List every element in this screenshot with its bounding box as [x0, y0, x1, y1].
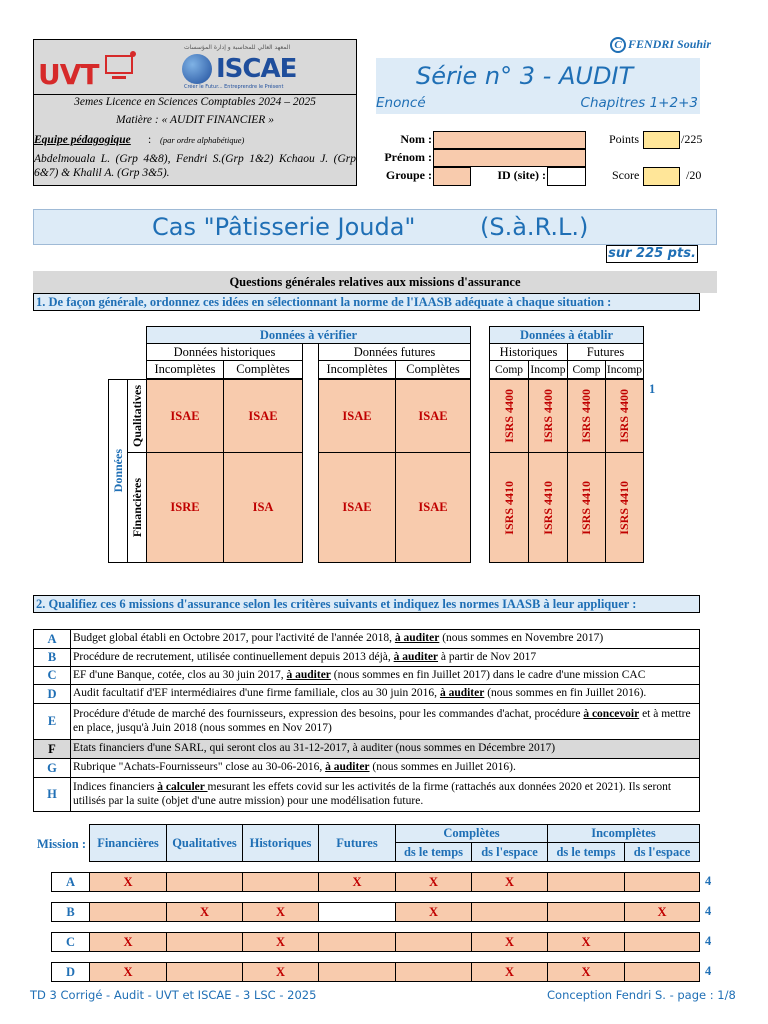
crit-qualitatives: Qualitatives	[166, 824, 243, 862]
logo-panel	[33, 39, 357, 95]
mission-letter: A	[34, 630, 71, 649]
enonce-label: Enoncé	[376, 95, 426, 111]
serie-title: Série n° 3 - AUDIT	[416, 62, 634, 90]
mission-action: à concevoir	[583, 708, 640, 721]
iscae-logo-text: ISCAE	[216, 54, 297, 84]
row-qualitatives	[127, 379, 147, 453]
header-etablir-historiques: Historiques	[489, 343, 568, 361]
criteria-mission-letter-text: D	[65, 964, 76, 979]
row-group-donnees	[108, 379, 128, 563]
mission-letter: F	[34, 740, 71, 759]
uvt-logo	[38, 50, 118, 90]
mission-text: EF d'une Banque, cotée, clos au 30 juin 2017,	[73, 668, 287, 681]
mission-text: (nous sommes en fin Juillet 2016).	[484, 687, 647, 700]
serie-panel	[376, 58, 700, 114]
mission-description	[71, 630, 700, 649]
criteria-count: 4	[705, 964, 712, 978]
answer-fin-etablir-hist-comp[interactable]	[489, 452, 529, 563]
criteria-mission-letter	[51, 872, 90, 892]
footer-right: Conception Fendri S. - page : 1/8	[547, 988, 736, 1002]
header-etablir-hist-comp: Comp	[489, 360, 529, 379]
header-donnees-futures: Données futures	[318, 343, 471, 361]
isrs-text: ISRS 4410	[579, 480, 593, 535]
isrs-text: ISRS 4400	[501, 389, 516, 443]
mission-text: Procédure de recrutement, utilisée continuellement depuis 2013 déjà,	[73, 650, 394, 663]
criteria-mark[interactable]	[624, 962, 700, 982]
header-donnees-etablir: Données à établir	[489, 326, 644, 344]
isrs-text: ISRS 4400	[579, 389, 593, 443]
id-site-field[interactable]	[547, 167, 586, 186]
score-label: Score	[612, 168, 640, 182]
mission-text: (nous sommes en Juillet 2016).	[369, 761, 516, 774]
header-donnees-verifier: Données à vérifier	[146, 326, 471, 344]
chapitres-label: Chapitres 1+2+3	[580, 95, 698, 111]
mission-description	[71, 740, 700, 759]
isrs-text: ISRS 4410	[501, 480, 516, 535]
answer-qual-etablir-fut-incomp[interactable]	[605, 379, 644, 453]
criteria-mark[interactable]	[166, 962, 243, 982]
header-etablir-fut-incomp: Incomp	[605, 360, 644, 379]
team-members: Abdelmouala L. (Grp 4&8), Fendri S.(Grp 1&2) Kchaou J. (Grp 6&7) & Khalil A. (Grp 3&5).	[34, 153, 356, 180]
mission-description	[71, 759, 700, 778]
crit-incompletes-espace: ds l'espace	[624, 842, 700, 862]
mission-letter: B	[34, 649, 71, 667]
mission-row	[34, 740, 700, 759]
answer-fin-etablir-fut-comp[interactable]	[567, 452, 606, 563]
mission-letter: D	[34, 685, 71, 704]
criteria-mark[interactable]	[318, 962, 396, 982]
licence-line: 3emes Licence en Sciences Comptables 2024 – 2025	[74, 96, 316, 108]
iscae-tagline: Créer le Futur... Entreprendre le Présent	[184, 84, 284, 90]
answer-fin-fut-incompletes[interactable]: ISAE	[318, 452, 396, 563]
isrs-text: ISRS 4400	[617, 389, 631, 443]
mission-action: à auditer	[325, 761, 370, 774]
case-title: Cas "Pâtisserie Jouda"	[152, 213, 416, 241]
mission-description	[71, 649, 700, 667]
missions-table	[33, 629, 700, 812]
mission-action: à calculer	[157, 781, 208, 794]
criteria-mission-letter-text: C	[65, 934, 76, 949]
case-legal-form: (S.à.R.L.)	[480, 213, 589, 241]
mission-letter: C	[34, 667, 71, 685]
answer-qual-etablir-fut-comp[interactable]	[567, 379, 606, 453]
mission-row	[34, 649, 700, 667]
mission-text: et à mettre en place, jusqu'à Juin 2018 (nous sommes en Nov 2017)	[73, 708, 691, 734]
criteria-mission-letter-text: B	[66, 904, 75, 919]
crit-completes: Complètes	[395, 824, 548, 843]
answer-qual-etablir-hist-comp[interactable]	[489, 379, 529, 453]
criteria-mission-letter	[51, 932, 90, 952]
answer-fin-hist-incompletes[interactable]: ISRE	[146, 452, 224, 563]
mission-description	[71, 704, 700, 740]
mission-row	[34, 685, 700, 704]
points-label: Points	[609, 132, 640, 146]
criteria-mark[interactable]: X	[395, 872, 472, 892]
isrs-text: ISRS 4410	[540, 480, 555, 535]
copyright-icon: C	[610, 37, 626, 53]
answer-qual-hist-incompletes[interactable]: ISAE	[146, 379, 224, 453]
mission-action: à auditer	[394, 632, 440, 645]
groupe-label: Groupe :	[385, 168, 432, 182]
mission-description	[71, 778, 700, 812]
criteria-mark[interactable]: X	[242, 902, 319, 922]
criteria-mark[interactable]	[624, 932, 700, 952]
crit-completes-temps: ds le temps	[395, 842, 472, 862]
mission-letter: E	[34, 704, 71, 740]
crit-incompletes-temps: ds le temps	[547, 842, 625, 862]
total-points-badge: sur 225 pts.	[606, 245, 698, 263]
crit-futures: Futures	[318, 824, 396, 862]
computer-icon	[100, 50, 140, 86]
financieres-label: Financières	[129, 477, 144, 538]
criteria-mark[interactable]: X	[166, 902, 243, 922]
criteria-mark[interactable]: X	[547, 962, 625, 982]
mission-description	[71, 667, 700, 685]
footer-left: TD 3 Corrigé - Audit - UVT et ISCAE - 3 LSC - 2025	[30, 988, 317, 1002]
isrs-text: ISRS 4410	[617, 480, 631, 535]
row-financieres	[127, 452, 147, 563]
matiere-line: Matière : « AUDIT FINANCIER »	[116, 114, 274, 126]
criteria-mark[interactable]: X	[89, 932, 167, 952]
criteria-mission-letter-text: A	[65, 874, 76, 889]
criteria-mark[interactable]	[166, 872, 243, 892]
crit-financieres: Financières	[89, 824, 167, 862]
criteria-mark[interactable]	[89, 902, 167, 922]
mission-text: mesurant les effets covid sur les activités de la firme (rattachés aux données 2020 et 2021). Ils seront utilisés par la suite (objet d'une autre mission) pour une modélisation future.	[73, 781, 672, 807]
header-hist-incompletes: Incomplètes	[146, 360, 224, 379]
answer-qual-fut-incompletes[interactable]: ISAE	[318, 379, 396, 453]
nom-label: Nom :	[400, 132, 432, 146]
criteria-mission-letter	[51, 902, 90, 922]
question-2-title: 2. Qualifiez ces 6 missions d'assurance selon les critères suivants et indiquez les normes IAASB à leur appliquer :	[33, 595, 700, 613]
criteria-mark[interactable]	[471, 902, 548, 922]
criteria-mark[interactable]	[547, 872, 625, 892]
criteria-mark[interactable]: X	[242, 962, 319, 982]
header-fut-incompletes: Incomplètes	[318, 360, 396, 379]
criteria-count: 4	[705, 904, 712, 918]
section-title: Questions générales relatives aux missions d'assurance	[33, 271, 717, 293]
mission-letter: G	[34, 759, 71, 778]
answer-fin-etablir-fut-incomp[interactable]	[605, 452, 644, 563]
criteria-mark[interactable]: X	[242, 932, 319, 952]
mission-text: à partir de Nov 2017	[438, 650, 537, 663]
header-fut-completes: Complètes	[395, 360, 471, 379]
crit-incompletes: Incomplètes	[547, 824, 700, 843]
criteria-mark[interactable]: X	[547, 932, 625, 952]
points-total: /225	[681, 132, 703, 146]
answer-qual-etablir-hist-incomp[interactable]	[528, 379, 568, 453]
mission-letter: H	[34, 778, 71, 812]
mission-text: Rubrique "Achats-Fournisseurs" close au 30-06-2016,	[73, 761, 326, 774]
header-hist-completes: Complètes	[223, 360, 303, 379]
copyright	[610, 37, 711, 53]
answer-fin-hist-completes[interactable]: ISA	[223, 452, 303, 563]
question-1-title: 1. De façon générale, ordonnez ces idées en sélectionnant la norme de l'IAASB adéquate à chaque situation :	[33, 293, 700, 311]
criteria-mark[interactable]	[547, 902, 625, 922]
criteria-mark[interactable]	[395, 962, 472, 982]
equipe-label: Equipe pédagogique	[34, 134, 131, 146]
equipe-sub: (par ordre alphabétique)	[160, 135, 245, 145]
criteria-mark[interactable]: X	[471, 932, 548, 952]
criteria-count: 4	[705, 934, 712, 948]
nom-field[interactable]	[433, 131, 586, 149]
id-site-label: ID (site) :	[497, 168, 546, 182]
criteria-mark[interactable]: X	[89, 962, 167, 982]
mission-row	[34, 778, 700, 812]
qualitatives-label: Qualitatives	[129, 385, 144, 447]
points-field[interactable]	[643, 131, 680, 149]
groupe-field[interactable]	[433, 167, 471, 186]
mission-description	[71, 685, 700, 704]
iscae-globe-icon	[182, 54, 212, 84]
mission-text: Audit facultatif d'EF intermédiaires d'une firme familiale, clos au 30 juin 2016,	[73, 687, 440, 700]
answer-fin-etablir-hist-incomp[interactable]	[528, 452, 568, 563]
header-donnees-historiques: Données historiques	[146, 343, 303, 361]
mission-row	[34, 704, 700, 740]
header-etablir-fut-comp: Comp	[567, 360, 606, 379]
course-info	[33, 95, 357, 186]
copyright-text: FENDRI Souhir	[628, 37, 712, 51]
mission-action: à auditer	[393, 650, 439, 663]
criteria-mark[interactable]	[318, 902, 396, 922]
mission-text: Indices financiers	[73, 781, 158, 794]
mission-text: (nous sommes en Novembre 2017)	[439, 632, 604, 645]
mission-row	[34, 667, 700, 685]
criteria-mark[interactable]: X	[471, 962, 548, 982]
criteria-mark[interactable]: X	[624, 902, 700, 922]
mission-text: Procédure d'étude de marché des fournisseurs, expression des besoins, pour les commandes d'achat, procédure	[73, 708, 584, 721]
criteria-mark[interactable]	[318, 932, 396, 952]
answer-fin-fut-completes[interactable]: ISAE	[395, 452, 471, 563]
crit-historiques: Historiques	[242, 824, 319, 862]
header-etablir-futures: Futures	[567, 343, 644, 361]
mission-header	[33, 825, 90, 863]
mission-row	[34, 759, 700, 778]
case-title-banner	[33, 209, 717, 245]
score-total: /20	[686, 168, 702, 182]
answer-qual-hist-completes[interactable]: ISAE	[223, 379, 303, 453]
criteria-mark[interactable]	[395, 932, 472, 952]
criteria-mark[interactable]	[624, 872, 700, 892]
prenom-field[interactable]	[433, 149, 586, 167]
isrs-text: ISRS 4400	[540, 389, 555, 443]
crit-completes-espace: ds l'espace	[471, 842, 548, 862]
criteria-mark[interactable]	[242, 872, 319, 892]
criteria-mark[interactable]: X	[395, 902, 472, 922]
answer-qual-fut-completes[interactable]: ISAE	[395, 379, 471, 453]
mission-row	[34, 630, 700, 649]
criteria-mark[interactable]	[166, 932, 243, 952]
mission-text: Budget global établi en Octobre 2017, pour l'activité de l'année 2018,	[73, 632, 395, 645]
donnees-label: Données	[110, 449, 125, 493]
score-field[interactable]	[643, 167, 680, 186]
prenom-label: Prénom :	[384, 150, 432, 164]
criteria-count: 4	[705, 874, 712, 888]
equipe-colon: :	[148, 134, 152, 146]
criteria-mark[interactable]: X	[318, 872, 396, 892]
criteria-mark[interactable]: X	[471, 872, 548, 892]
criteria-mission-letter	[51, 962, 90, 982]
q1-points-badge: 1	[649, 382, 656, 396]
mission-text: Etats financiers d'une SARL, qui seront clos au 31-12-2017, à auditer (nous sommes en Décembre 2017)	[73, 742, 556, 755]
mission-text: (nous sommes en fin Juillet 2017) dans le cadre d'une mission CAC	[330, 668, 646, 681]
iscae-arabic-name: المعهد العالي للمحاسبة و إدارة المؤسسات	[184, 44, 291, 51]
mission-action: à auditer	[439, 687, 485, 700]
uvt-logo-text: UVT	[38, 58, 99, 91]
header-etablir-hist-incomp: Incomp	[528, 360, 568, 379]
mission-action: à auditer	[286, 668, 331, 681]
criteria-mark[interactable]: X	[89, 872, 167, 892]
mission-header-label: Mission :	[37, 836, 86, 851]
